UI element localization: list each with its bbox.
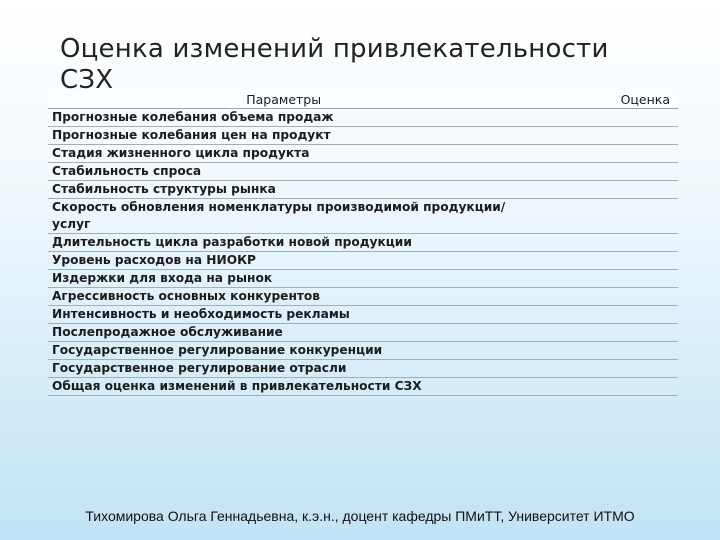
parameter-cell: Прогнозные колебания объема продаж bbox=[48, 109, 521, 127]
parameter-cell: Уровень расходов на НИОКР bbox=[48, 252, 521, 270]
score-cell bbox=[521, 288, 678, 306]
parameter-cell: Послепродажное обслуживание bbox=[48, 324, 521, 342]
parameter-cell: Издержки для входа на рынок bbox=[48, 270, 521, 288]
parameter-cell: Агрессивность основных конкурентов bbox=[48, 288, 521, 306]
table-row bbox=[48, 288, 678, 306]
table-row bbox=[48, 127, 678, 145]
parameter-cell: Государственное регулирование отрасли bbox=[48, 360, 521, 378]
table-row bbox=[48, 163, 678, 181]
table-row bbox=[48, 324, 678, 342]
score-cell bbox=[521, 342, 678, 360]
table-row bbox=[48, 199, 678, 234]
table-row bbox=[48, 109, 678, 127]
parameter-cell: Стадия жизненного цикла продукта bbox=[48, 145, 521, 163]
score-cell bbox=[521, 360, 678, 378]
parameter-cell: Скорость обновления номенклатуры производимой продукции/услуг bbox=[48, 199, 521, 234]
parameter-cell: Прогнозные колебания цен на продукт bbox=[48, 127, 521, 145]
score-cell bbox=[521, 163, 678, 181]
parameter-cell: Стабильность спроса bbox=[48, 163, 521, 181]
table-row bbox=[48, 270, 678, 288]
score-cell bbox=[521, 234, 678, 252]
parameter-cell: Длительность цикла разработки новой продукции bbox=[48, 234, 521, 252]
parameter-cell: Общая оценка изменений в привлекательности СЗХ bbox=[48, 378, 521, 396]
score-cell bbox=[521, 181, 678, 199]
score-cell bbox=[521, 306, 678, 324]
slide-title: Оценка изменений привлекательности СЗХ bbox=[60, 34, 609, 95]
column-header-parameters: Параметры bbox=[48, 90, 521, 109]
score-cell bbox=[521, 127, 678, 145]
parameters-table bbox=[48, 90, 678, 396]
footer-author: Тихомирова Ольга Геннадьевна, к.э.н., доцент кафедры ПМиТТ, Университет ИТМО bbox=[85, 508, 635, 524]
column-header-score: Оценка bbox=[521, 90, 678, 109]
score-cell bbox=[521, 199, 678, 234]
table-row bbox=[48, 234, 678, 252]
table-header-row bbox=[48, 90, 678, 109]
table-row bbox=[48, 181, 678, 199]
parameter-cell: Интенсивность и необходимость рекламы bbox=[48, 306, 521, 324]
table-row bbox=[48, 342, 678, 360]
score-cell bbox=[521, 378, 678, 396]
score-cell bbox=[521, 145, 678, 163]
score-cell bbox=[521, 270, 678, 288]
table-row bbox=[48, 145, 678, 163]
score-cell bbox=[521, 109, 678, 127]
parameter-cell: Стабильность структуры рынка bbox=[48, 181, 521, 199]
table-row bbox=[48, 378, 678, 396]
table-row bbox=[48, 306, 678, 324]
score-cell bbox=[521, 252, 678, 270]
parameter-cell: Государственное регулирование конкуренции bbox=[48, 342, 521, 360]
score-cell bbox=[521, 324, 678, 342]
table-row bbox=[48, 360, 678, 378]
table-row bbox=[48, 252, 678, 270]
